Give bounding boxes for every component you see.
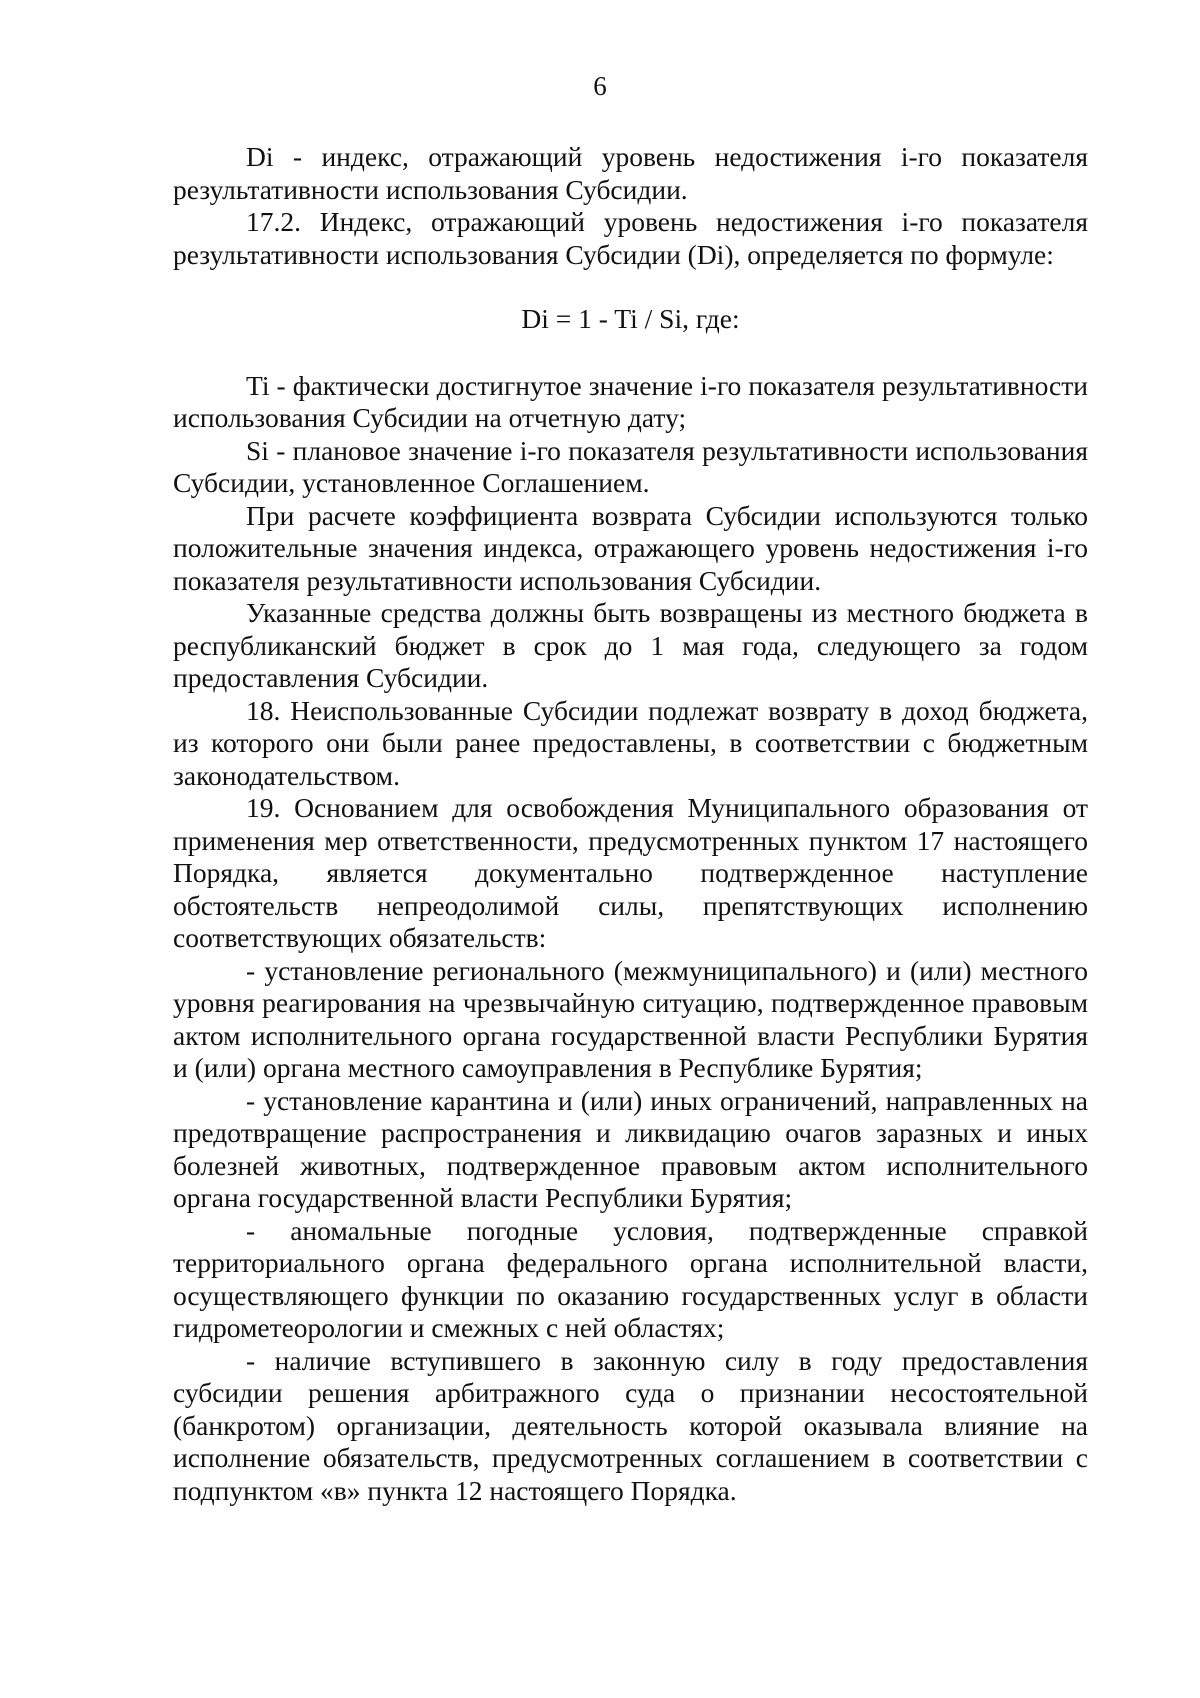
paragraph-return-deadline: Указанные средства должны быть возвращены из местного бюджета в республиканский бюджет в срок до 1 мая года, следующего за годом предоставления Субсидии.	[173, 597, 1088, 693]
list-item-emergency: - установление регионального (межмуниципального) и (или) местного уровня реагирования на чрезвычайную ситуацию, подтвержденное правовым актом исполнительного органа государственной власти Республики Бурятия и (или) органа местного самоуправления в Республике Бурятия;	[173, 954, 1088, 1083]
list-item-bankruptcy: - наличие вступившего в законную силу в году предоставления субсидии решения арбитражного суда о признании несостоятельной (банкротом) организации, деятельность которой оказывала влияние на исполнение обязательств, предусмотренных соглашением в соответствии с подпунктом «в» пункта 12 настоящего Порядка.	[173, 1344, 1088, 1506]
paragraph-si-definition: Si - плановое значение i-го показателя результативности использования Субсидии, установленное Соглашением.	[173, 434, 1088, 498]
paragraph-19: 19. Основанием для освобождения Муниципального образования от применения мер ответственности, предусмотренных пунктом 17 настоящего Порядка, является документально подтвержденное наступление обстоятельств непреодолимой силы, препятствующих исполнению соответствующих обязательств:	[173, 792, 1088, 953]
page-number: 6	[593, 71, 607, 101]
list-item-quarantine: - установление карантина и (или) иных ограничений, направленных на предотвращение распространения и ликвидацию очагов заразных и иных болезней животных, подтвержденное правовым актом исполнительного органа государственной власти Республики Бурятия;	[173, 1084, 1088, 1213]
paragraph-di-definition: Di - индекс, отражающий уровень недостижения i-го показателя результативности использования Субсидии.	[173, 141, 1088, 205]
paragraph-18: 18. Неиспользованные Субсидии подлежат возврату в доход бюджета, из которого они были ранее предоставлены, в соответствии с бюджетным законодательством.	[173, 694, 1088, 791]
paragraph-positive-values: При расчете коэффициента возврата Субсидии используются только положительные значения индекса, отражающего уровень недостижения i-го показателя результативности использования Субсидии.	[173, 499, 1088, 596]
document-body	[173, 141, 1088, 1507]
paragraph-17-2: 17.2. Индекс, отражающий уровень недостижения i-го показателя результативности использования Субсидии (Di), определяется по формуле:	[173, 206, 1088, 270]
list-item-weather: - аномальные погодные условия, подтвержденные справкой территориального органа федерального органа исполнительной власти, осуществляющего функции по оказанию государственных услуг в области гидрометеорологии и смежных с ней областях;	[173, 1214, 1088, 1343]
paragraph-ti-definition: Ti - фактически достигнутое значение i-го показателя результативности использования Субсидии на отчетную дату;	[173, 369, 1088, 433]
formula: Di = 1 - Ti / Si, где:	[521, 303, 740, 334]
